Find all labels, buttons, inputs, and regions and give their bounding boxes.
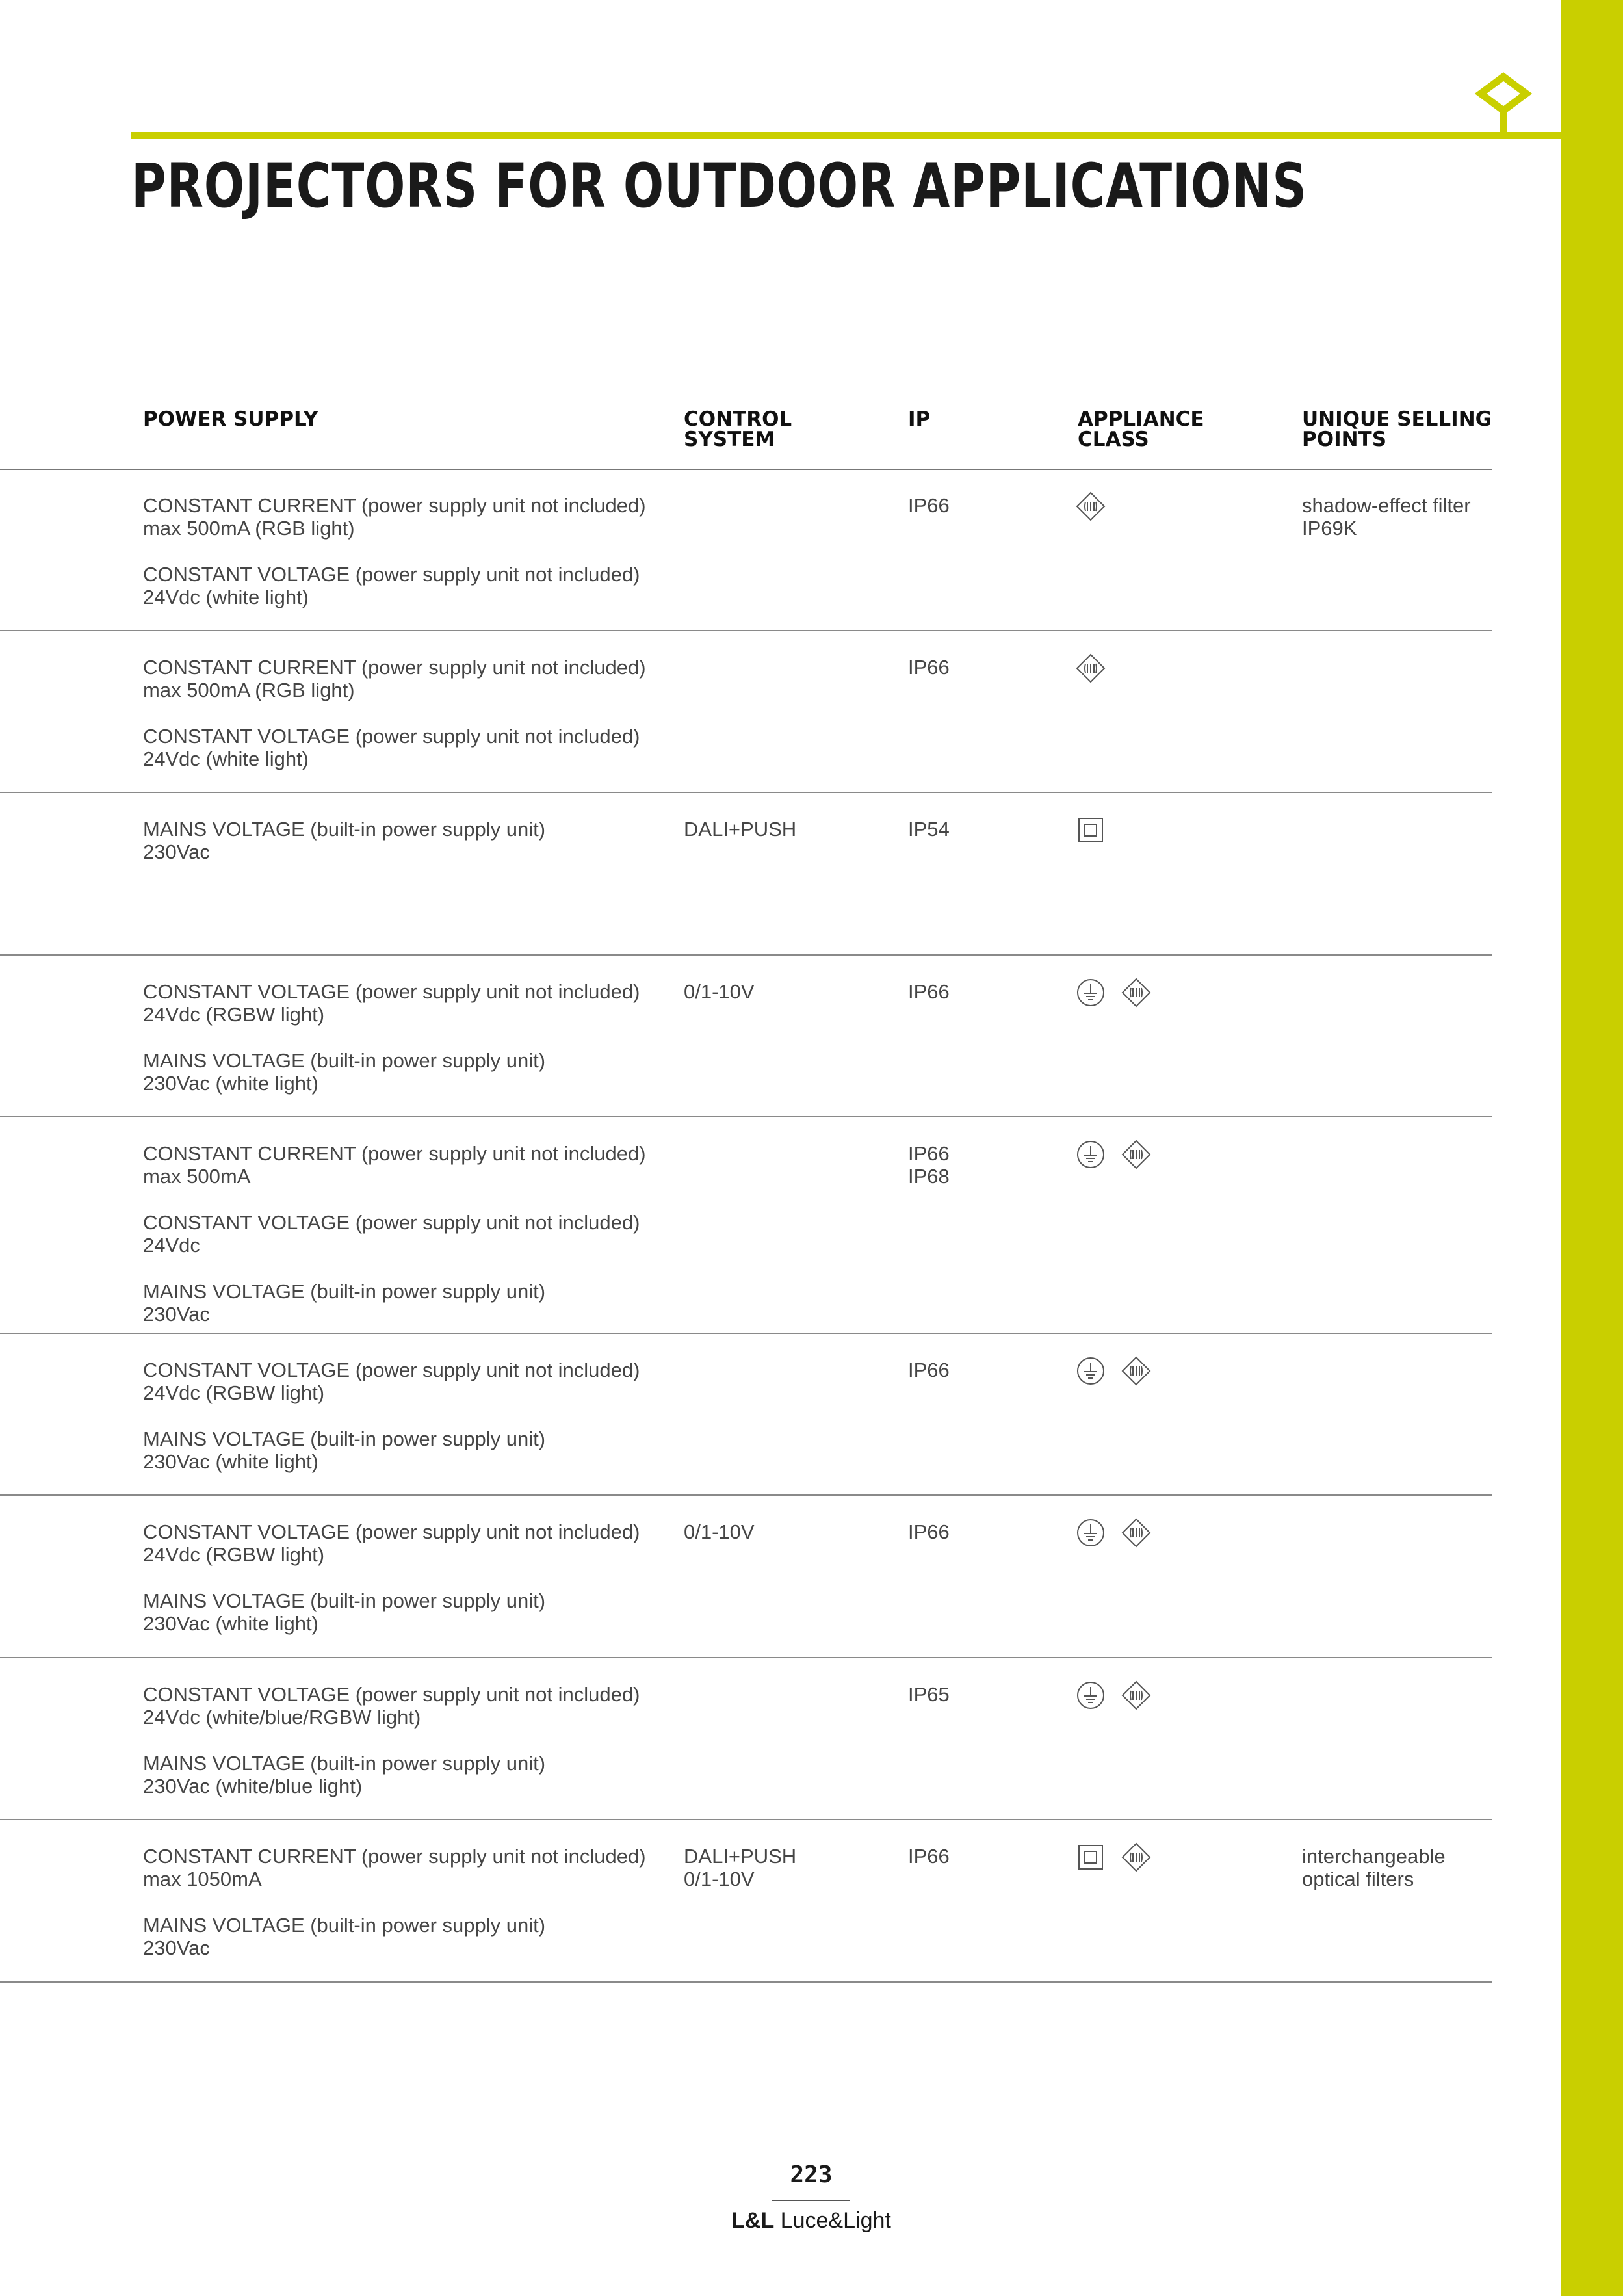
appliance-class-cell bbox=[1076, 1518, 1151, 1548]
ip-rating-value: IP66 bbox=[908, 1142, 950, 1165]
header-control-system: CONTROL SYSTEM bbox=[684, 408, 792, 451]
brand-name: Luce&Light bbox=[780, 2208, 891, 2233]
class-iii-icon bbox=[1121, 1140, 1151, 1169]
ip-rating-value: IP65 bbox=[908, 1683, 950, 1706]
power-supply-option bbox=[143, 1845, 646, 1890]
power-supply-line: 230Vac (white/blue light) bbox=[143, 1775, 363, 1797]
power-supply-line: 24Vdc (white light) bbox=[143, 748, 309, 770]
ip-rating-value: IP68 bbox=[908, 1165, 950, 1188]
power-supply-option bbox=[143, 563, 646, 608]
control-system-cell bbox=[684, 818, 796, 841]
ip-rating-cell bbox=[908, 1520, 950, 1543]
power-supply-option bbox=[143, 1280, 646, 1325]
power-supply-line: 230Vac (white light) bbox=[143, 1450, 318, 1473]
table-row bbox=[0, 956, 1492, 1117]
power-supply-cell bbox=[143, 656, 646, 794]
brand-short: L&L bbox=[731, 2208, 775, 2233]
control-system-cell bbox=[684, 980, 755, 1003]
table-row bbox=[0, 1820, 1492, 1983]
power-supply-line: CONSTANT CURRENT (power supply unit not included) bbox=[143, 1142, 646, 1165]
class-iii-icon bbox=[1121, 1842, 1151, 1872]
ip-rating-cell bbox=[908, 1845, 950, 1868]
table-row bbox=[0, 793, 1492, 956]
page-title: PROJECTORS FOR OUTDOOR APPLICATIONS bbox=[131, 151, 1307, 222]
ip-rating-value: IP66 bbox=[908, 980, 950, 1003]
class-i-earth-icon bbox=[1076, 1518, 1106, 1548]
unique-selling-point: IP69K bbox=[1302, 517, 1357, 540]
class-iii-icon bbox=[1121, 978, 1151, 1008]
power-supply-option bbox=[143, 980, 640, 1026]
ip-rating-cell bbox=[908, 656, 950, 679]
power-supply-option bbox=[143, 656, 646, 701]
row-divider bbox=[0, 1981, 1492, 1983]
power-supply-cell bbox=[143, 1359, 640, 1496]
power-supply-cell bbox=[143, 494, 646, 632]
table-row bbox=[0, 1117, 1492, 1334]
power-supply-option bbox=[143, 1752, 640, 1797]
control-system-value: DALI+PUSH bbox=[684, 818, 797, 841]
power-supply-line: 24Vdc (RGBW light) bbox=[143, 1003, 325, 1026]
appliance-class-cell bbox=[1076, 815, 1106, 845]
control-system-value: DALI+PUSH bbox=[684, 1845, 797, 1868]
power-supply-cell bbox=[143, 1142, 646, 1349]
power-supply-line: 230Vac (white light) bbox=[143, 1612, 318, 1635]
ip-rating-cell bbox=[908, 818, 950, 841]
ip-rating-cell bbox=[908, 1359, 950, 1381]
control-system-value: 0/1-10V bbox=[684, 1868, 755, 1890]
power-supply-line: MAINS VOLTAGE (built-in power supply unit) bbox=[143, 1752, 546, 1775]
ip-rating-cell bbox=[908, 1142, 950, 1188]
class-i-earth-icon bbox=[1076, 978, 1106, 1008]
header-unique-selling-points: UNIQUE SELLING POINTS bbox=[1302, 408, 1492, 451]
power-supply-line: 230Vac bbox=[143, 841, 210, 863]
unique-selling-points-cell bbox=[1302, 1845, 1446, 1890]
power-supply-option bbox=[143, 1211, 646, 1257]
power-supply-line: max 500mA bbox=[143, 1165, 251, 1188]
unique-selling-point: shadow-effect filter bbox=[1302, 494, 1471, 517]
ip-rating-value: IP66 bbox=[908, 1520, 950, 1543]
power-supply-option bbox=[143, 1520, 640, 1566]
power-supply-line: MAINS VOLTAGE (built-in power supply unit) bbox=[143, 1280, 546, 1303]
power-supply-line: CONSTANT VOLTAGE (power supply unit not included) bbox=[143, 725, 640, 748]
unique-selling-points-cell bbox=[1302, 494, 1471, 540]
table-row bbox=[0, 469, 1492, 631]
power-supply-line: CONSTANT VOLTAGE (power supply unit not included) bbox=[143, 563, 640, 586]
power-supply-option bbox=[143, 494, 646, 540]
power-supply-line: MAINS VOLTAGE (built-in power supply unit) bbox=[143, 1589, 546, 1612]
table-row bbox=[0, 1334, 1492, 1496]
appliance-class-cell bbox=[1076, 1842, 1151, 1872]
class-iii-icon bbox=[1076, 653, 1106, 683]
power-supply-option bbox=[143, 1142, 646, 1188]
power-supply-option bbox=[143, 1049, 640, 1095]
power-supply-line: CONSTANT VOLTAGE (power supply unit not included) bbox=[143, 1520, 640, 1543]
power-supply-option bbox=[143, 725, 646, 770]
ip-rating-value: IP54 bbox=[908, 818, 950, 841]
power-supply-line: 24Vdc (white light) bbox=[143, 586, 309, 608]
ip-rating-value: IP66 bbox=[908, 656, 950, 679]
power-supply-line: CONSTANT CURRENT (power supply unit not included) bbox=[143, 656, 646, 679]
power-supply-line: 24Vdc bbox=[143, 1234, 200, 1257]
power-supply-cell bbox=[143, 1845, 646, 1983]
power-supply-option bbox=[143, 1359, 640, 1404]
class-iii-icon bbox=[1121, 1518, 1151, 1548]
power-supply-option bbox=[143, 1914, 646, 1959]
class-ii-icon bbox=[1076, 1842, 1106, 1872]
header-appliance-class: APPLIANCE CLASS bbox=[1078, 408, 1204, 451]
appliance-class-cell bbox=[1076, 978, 1151, 1008]
class-iii-icon bbox=[1121, 1680, 1151, 1710]
ip-rating-cell bbox=[908, 1683, 950, 1706]
power-supply-option bbox=[143, 1589, 640, 1635]
power-supply-line: CONSTANT VOLTAGE (power supply unit not included) bbox=[143, 1211, 640, 1234]
class-i-earth-icon bbox=[1076, 1680, 1106, 1710]
diamond-marker-icon bbox=[1474, 72, 1533, 137]
control-system-cell bbox=[684, 1520, 755, 1543]
class-i-earth-icon bbox=[1076, 1140, 1106, 1169]
header-rule bbox=[131, 132, 1561, 139]
power-supply-cell bbox=[143, 980, 640, 1118]
appliance-class-cell bbox=[1076, 491, 1106, 521]
ip-rating-cell bbox=[908, 494, 950, 517]
ip-rating-cell bbox=[908, 980, 950, 1003]
power-supply-cell bbox=[143, 1683, 640, 1821]
power-supply-line: max 500mA (RGB light) bbox=[143, 517, 355, 540]
power-supply-line: MAINS VOLTAGE (built-in power supply unit) bbox=[143, 1049, 546, 1072]
unique-selling-point: interchangeable bbox=[1302, 1845, 1446, 1868]
class-i-earth-icon bbox=[1076, 1356, 1106, 1386]
control-system-value: 0/1-10V bbox=[684, 980, 755, 1003]
power-supply-option bbox=[143, 818, 545, 863]
power-supply-line: max 500mA (RGB light) bbox=[143, 679, 355, 701]
class-ii-icon bbox=[1076, 815, 1106, 845]
table-row bbox=[0, 1496, 1492, 1658]
header-ip: IP bbox=[908, 408, 931, 431]
header-power-supply: POWER SUPPLY bbox=[143, 408, 318, 431]
power-supply-line: MAINS VOLTAGE (built-in power supply unit) bbox=[143, 1428, 546, 1450]
accent-side-band bbox=[1561, 0, 1623, 2296]
power-supply-line: 230Vac (white light) bbox=[143, 1072, 318, 1095]
power-supply-option bbox=[143, 1683, 640, 1729]
ip-rating-value: IP66 bbox=[908, 1359, 950, 1381]
class-iii-icon bbox=[1121, 1356, 1151, 1386]
power-supply-line: CONSTANT CURRENT (power supply unit not included) bbox=[143, 1845, 646, 1868]
power-supply-line: CONSTANT VOLTAGE (power supply unit not included) bbox=[143, 980, 640, 1003]
ip-rating-value: IP66 bbox=[908, 1845, 950, 1868]
page-number-rule bbox=[772, 2200, 850, 2201]
power-supply-line: CONSTANT VOLTAGE (power supply unit not included) bbox=[143, 1683, 640, 1706]
power-supply-line: 24Vdc (RGBW light) bbox=[143, 1381, 325, 1404]
power-supply-cell bbox=[143, 818, 545, 887]
power-supply-line: 24Vdc (white/blue/RGBW light) bbox=[143, 1706, 421, 1729]
power-supply-line: CONSTANT VOLTAGE (power supply unit not included) bbox=[143, 1359, 640, 1381]
power-supply-line: 230Vac bbox=[143, 1303, 210, 1325]
table-row bbox=[0, 1658, 1492, 1820]
power-supply-line: MAINS VOLTAGE (built-in power supply unit) bbox=[143, 1914, 546, 1937]
power-supply-line: CONSTANT CURRENT (power supply unit not included) bbox=[143, 494, 646, 517]
ip-rating-value: IP66 bbox=[908, 494, 950, 517]
unique-selling-point: optical filters bbox=[1302, 1868, 1414, 1890]
page-number: 223 bbox=[790, 2161, 833, 2188]
power-supply-line: max 1050mA bbox=[143, 1868, 262, 1890]
power-supply-line: MAINS VOLTAGE (built-in power supply unit) bbox=[143, 818, 546, 841]
appliance-class-cell bbox=[1076, 1356, 1151, 1386]
power-supply-line: 230Vac bbox=[143, 1937, 210, 1959]
appliance-class-cell bbox=[1076, 1680, 1151, 1710]
control-system-value: 0/1-10V bbox=[684, 1520, 755, 1543]
power-supply-line: 24Vdc (RGBW light) bbox=[143, 1543, 325, 1566]
control-system-cell bbox=[684, 1845, 796, 1890]
power-supply-cell bbox=[143, 1520, 640, 1658]
appliance-class-cell bbox=[1076, 653, 1106, 683]
brand-footer bbox=[681, 2208, 941, 2234]
appliance-class-cell bbox=[1076, 1140, 1151, 1169]
table-row bbox=[0, 631, 1492, 793]
power-supply-option bbox=[143, 1428, 640, 1473]
class-iii-icon bbox=[1076, 491, 1106, 521]
